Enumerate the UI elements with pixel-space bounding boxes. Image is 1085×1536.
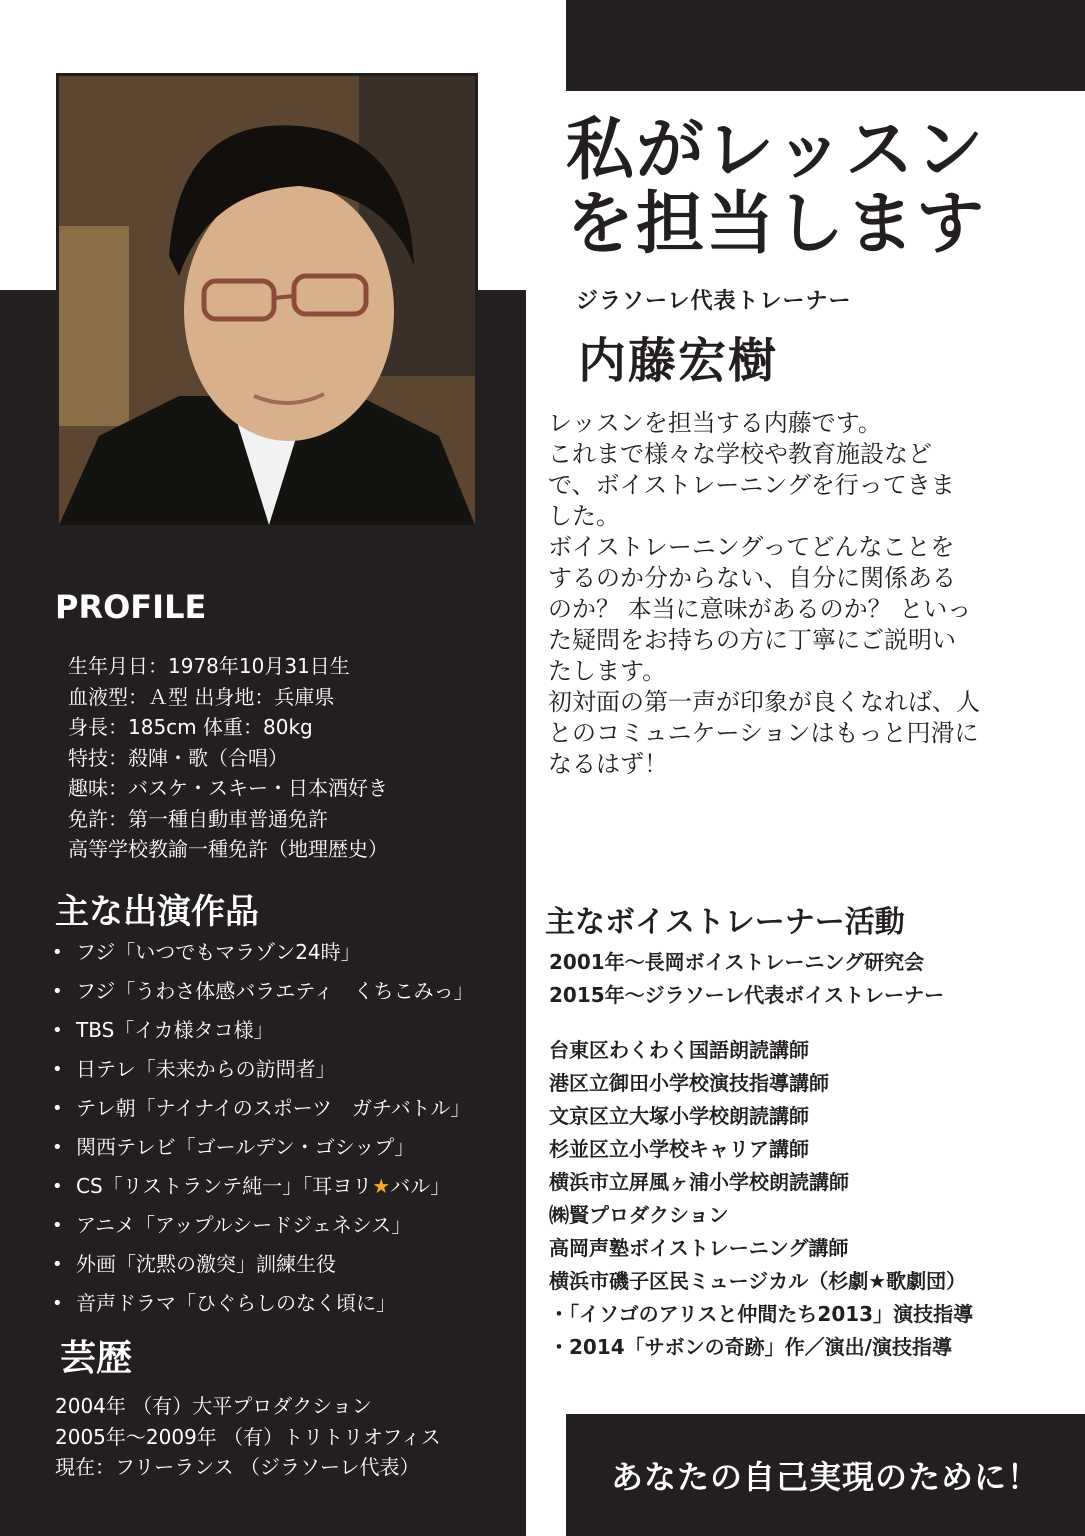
- activity-item: 横浜市磯子区民ミュージカル（杉劇★歌劇団）: [549, 1269, 967, 1293]
- footer-banner: [566, 1414, 1085, 1536]
- intro-line: とのコミュニケーションはもっと円滑に: [548, 719, 979, 747]
- activities-list: [549, 946, 973, 1364]
- profile-item: 血液型：Ａ型 出身地：兵庫県: [68, 684, 335, 709]
- activity-item: 港区立御田小学校演技指導講師: [549, 1071, 829, 1095]
- intro-line: たします。: [548, 657, 667, 685]
- activities-heading: 主なボイストレーナー活動: [545, 905, 905, 940]
- intro-line: するのか分からない、自分に関係ある: [548, 564, 956, 592]
- profile-heading: PROFILE: [55, 588, 207, 626]
- activity-item: ・2014「サボンの奇跡」作／演出/演技指導: [549, 1335, 952, 1359]
- career-item: 現在：フリーランス （ジラソーレ代表）: [55, 1455, 420, 1479]
- list-item: [52, 972, 474, 1011]
- works-heading: 主な出演作品: [55, 892, 259, 932]
- profile-item: 趣味：バスケ・スキー・日本酒好き: [68, 776, 388, 800]
- activity-item: 高岡声塾ボイストレーニング講師: [549, 1236, 849, 1260]
- list-item: [52, 1089, 474, 1128]
- footer-slogan: あなたの自己実現のために！: [610, 1458, 1040, 1496]
- intro-line: レッスンを担当する内藤です。: [548, 409, 882, 437]
- bullet-icon: •: [52, 1293, 63, 1314]
- work-title: 日テレ「未来からの訪問者」: [76, 1057, 336, 1081]
- list-item: [52, 1167, 474, 1206]
- bullet-icon: •: [52, 1059, 63, 1080]
- star-icon: ★: [372, 1174, 391, 1198]
- intro-line: た疑問をお持ちの方に丁寧にご説明い: [548, 626, 956, 654]
- activity-item: ㈱賢プロダクション: [549, 1203, 729, 1227]
- intro-line: なるはず！: [548, 750, 668, 778]
- work-title: フジ「うわさ体感バラエティ くちこみっ」: [76, 979, 474, 1003]
- bullet-icon: •: [52, 942, 63, 963]
- profile-item: 身長：185cm 体重：80kg: [68, 715, 313, 739]
- list-item: [52, 933, 474, 972]
- list-item: [52, 1206, 474, 1245]
- intro-text: [548, 408, 1048, 780]
- work-title: アニメ「アップルシードジェネシス」: [76, 1213, 412, 1237]
- work-title: テレ朝「ナイナイのスポーツ ガチバトル」: [76, 1096, 471, 1120]
- trainer-role: ジラソーレ代表トレーナー: [576, 289, 852, 314]
- intro-line: 初対面の第一声が印象が良くなれば、人: [548, 688, 980, 716]
- career-item: 2004年 （有）大平プロダクション: [55, 1394, 372, 1418]
- bullet-icon: •: [52, 1254, 63, 1275]
- profile-item: 高等学校教諭一種免許（地理歴史）: [68, 837, 388, 861]
- work-title: TBS「イカ様タコ様」: [76, 1018, 274, 1042]
- list-item: [52, 1128, 474, 1167]
- works-list: [52, 933, 474, 1323]
- work-title-part: バル」: [390, 1174, 451, 1198]
- bullet-icon: •: [52, 1098, 63, 1119]
- bullet-icon: •: [52, 1215, 63, 1236]
- trainer-name: 内藤宏樹: [578, 333, 779, 389]
- activity-item: 横浜市立屏風ヶ浦小学校朗読講師: [549, 1170, 849, 1194]
- activity-item: ・「イソゴのアリスと仲間たち2013」演技指導: [549, 1302, 974, 1326]
- bullet-icon: •: [52, 1020, 63, 1041]
- top-decor-bar: [566, 0, 1085, 91]
- list-item: [52, 1011, 474, 1050]
- list-item: [52, 1050, 474, 1089]
- activity-history-item: 2015年〜ジラソーレ代表ボイストレーナー: [549, 983, 945, 1007]
- profile-item: 特技：殺陣・歌（合唱）: [68, 745, 288, 770]
- activity-item: 文京区立大塚小学校朗読講師: [549, 1104, 809, 1128]
- spacer: [549, 1012, 973, 1034]
- list-item: [52, 1245, 474, 1284]
- bullet-icon: •: [52, 1137, 63, 1158]
- intro-line: した。: [548, 502, 620, 530]
- profile-item: 免許：第一種自動車普通免許: [68, 806, 328, 831]
- page-title: [566, 111, 987, 264]
- list-item: [52, 1284, 474, 1323]
- intro-line: のか？ 本当に意味があるのか？ といっ: [548, 595, 972, 623]
- activity-history-item: 2001年〜長岡ボイストレーニング研究会: [549, 950, 925, 974]
- profile-list: [68, 651, 388, 865]
- activity-item: 台東区わくわく国語朗読講師: [549, 1038, 809, 1062]
- intro-line: これまで様々な学校や教育施設など: [548, 440, 932, 468]
- title-line-1: 私がレッスン: [566, 111, 986, 190]
- bullet-icon: •: [52, 1176, 63, 1197]
- work-title: 関西テレビ「ゴールデン・ゴシップ」: [76, 1135, 415, 1159]
- career-list: [55, 1391, 441, 1483]
- career-item: 2005年〜2009年 （有）トリトリオフィス: [55, 1424, 441, 1449]
- bullet-icon: •: [52, 981, 63, 1002]
- work-title-part: CS「リストランテ純一」「耳ヨリ: [76, 1174, 373, 1198]
- work-title: フジ「いつでもマラゾン24時」: [76, 940, 361, 964]
- work-title: 外画「沈黙の激突」訓練生役: [76, 1252, 336, 1276]
- career-heading: 芸歴: [60, 1338, 133, 1379]
- title-line-2: を担当します: [566, 185, 987, 264]
- intro-line: で、ボイストレーニングを行ってきま: [548, 471, 955, 499]
- work-title: 音声ドラマ「ひぐらしのなく頃に」: [76, 1291, 396, 1315]
- profile-item: 生年月日：1978年10月31日生: [68, 654, 350, 678]
- trainer-photo: [56, 73, 478, 528]
- activity-item: 杉並区立小学校キャリア講師: [549, 1137, 809, 1161]
- intro-line: ボイストレーニングってどんなことを: [548, 533, 955, 561]
